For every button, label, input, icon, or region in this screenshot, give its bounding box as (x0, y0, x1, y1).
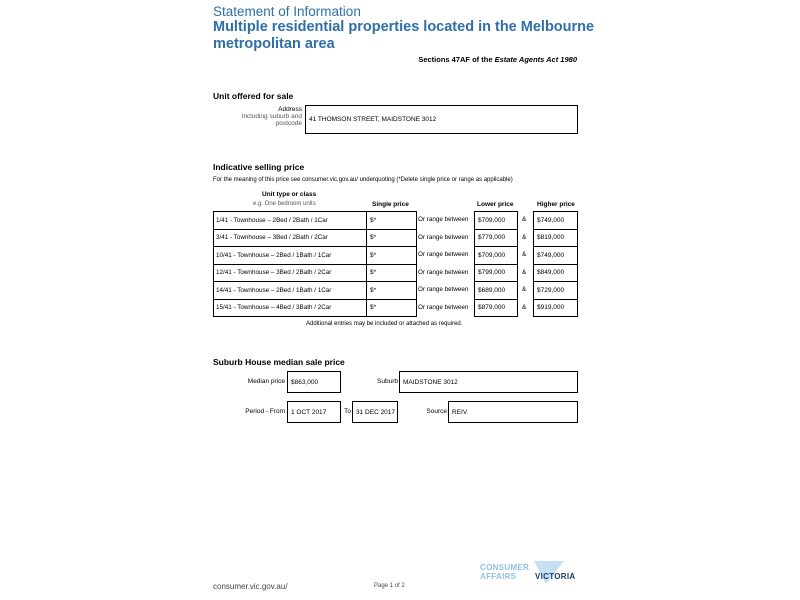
footer-url[interactable]: consumer.vic.gov.au/ (213, 582, 288, 591)
price-note: For the meaning of this price see consumer.vic.gov.au/ underquoting (*Delete single price or range as applicable) (213, 177, 513, 183)
period-to-field[interactable]: 31 DEC 2017 (352, 401, 398, 423)
price-section-heading: Indicative selling price (213, 162, 305, 172)
ampersand-label: & (522, 233, 527, 241)
higher-price-field[interactable]: $749,000 (533, 211, 578, 230)
or-range-label: Or range between (418, 251, 469, 258)
period-from-label: Period - From (245, 408, 285, 415)
col-higher-price: Higher price (537, 201, 575, 208)
or-range-label: Or range between (418, 303, 469, 311)
additional-entries-note: Additional entries may be included or attached as required. (306, 321, 463, 327)
ampersand-label: & (522, 268, 527, 276)
lower-price-field[interactable]: $709,000 (474, 246, 518, 265)
higher-price-field[interactable]: $849,000 (533, 264, 578, 283)
lower-price-field[interactable]: $799,000 (474, 264, 518, 283)
unit-type-cell: 14/41 - Townhouse – 2Bed / 1Bath / 1Car (213, 281, 366, 300)
col-single-price: Single price (372, 201, 409, 208)
single-price-field[interactable]: $* (366, 211, 417, 230)
address-sublabel-1: Including suburb and (241, 113, 302, 120)
statement-heading: Statement of Information (213, 4, 361, 19)
higher-price-field[interactable]: $729,000 (533, 281, 578, 300)
act-name: Estate Agents Act 1980 (494, 55, 577, 64)
higher-price-field[interactable]: $749,000 (533, 246, 578, 265)
source-field[interactable]: REIV (448, 401, 578, 423)
lower-price-field[interactable]: $689,000 (474, 281, 518, 300)
single-price-field[interactable]: $* (366, 229, 417, 248)
consumer-affairs-victoria-logo (478, 558, 588, 588)
unit-type-cell: 3/41 - Townhouse – 3Bed / 2Bath / 2Car (213, 229, 366, 248)
act-reference (300, 55, 577, 64)
median-price-field[interactable]: $863,000 (287, 371, 341, 393)
higher-price-field[interactable]: $819,000 (533, 229, 578, 248)
unit-section-heading: Unit offered for sale (213, 91, 294, 101)
suburb-field[interactable]: MAIDSTONE 3012 (399, 371, 578, 393)
address-label: Address (278, 106, 302, 113)
source-label: Source (426, 408, 447, 415)
ampersand-label: & (522, 216, 527, 223)
col-unit-type: Unit type or class (262, 191, 317, 198)
or-range-label: Or range between (418, 268, 469, 276)
ampersand-label: & (522, 303, 527, 311)
logo-line-1: CONSUMER (480, 563, 530, 572)
page-number: Page 1 of 2 (374, 583, 405, 589)
suburb-label: Suburb (377, 378, 398, 385)
median-price-label: Median price (247, 378, 285, 385)
single-price-field[interactable]: $* (366, 264, 417, 283)
lower-price-field[interactable]: $779,000 (474, 229, 518, 248)
single-price-field[interactable]: $* (366, 246, 417, 265)
document-title: Multiple residential properties located in the Melbourne metropolitan area (213, 19, 595, 52)
or-range-label: Or range between (418, 216, 469, 223)
or-range-label: Or range between (418, 286, 469, 293)
single-price-field[interactable]: $* (366, 299, 417, 318)
unit-type-cell: 1/41 - Townhouse – 2Bed / 2Bath / 1Car (213, 211, 366, 230)
single-price-field[interactable]: $* (366, 281, 417, 300)
logo-line-2: AFFAIRS (480, 572, 517, 581)
period-to-label: To (344, 408, 351, 415)
lower-price-field[interactable]: $709,000 (474, 211, 518, 230)
period-from-field[interactable]: 1 OCT 2017 (287, 401, 341, 423)
act-prefix: Sections 47AF of the (418, 55, 495, 64)
median-section-heading: Suburb House median sale price (213, 357, 345, 367)
address-field[interactable]: 41 THOMSON STREET, MAIDSTONE 3012 (305, 105, 578, 134)
col-lower-price: Lower price (477, 201, 514, 208)
logo-line-3: VICTORIA (535, 572, 576, 581)
ampersand-label: & (522, 286, 527, 293)
address-sublabel-2: postcode (275, 120, 302, 127)
ampersand-label: & (522, 251, 527, 258)
unit-type-cell: 15/41 - Townhouse – 4Bed / 3Bath / 2Car (213, 299, 366, 318)
higher-price-field[interactable]: $919,000 (533, 299, 578, 318)
unit-type-cell: 12/41 - Townhouse – 3Bed / 2Bath / 2Car (213, 264, 366, 283)
unit-type-cell: 10/41 - Townhouse – 2Bed / 1Bath / 1Car (213, 246, 366, 265)
col-unit-example: e.g. One bedroom units (253, 201, 316, 207)
address-label-block (213, 106, 302, 127)
or-range-label: Or range between (418, 233, 469, 241)
lower-price-field[interactable]: $879,000 (474, 299, 518, 318)
